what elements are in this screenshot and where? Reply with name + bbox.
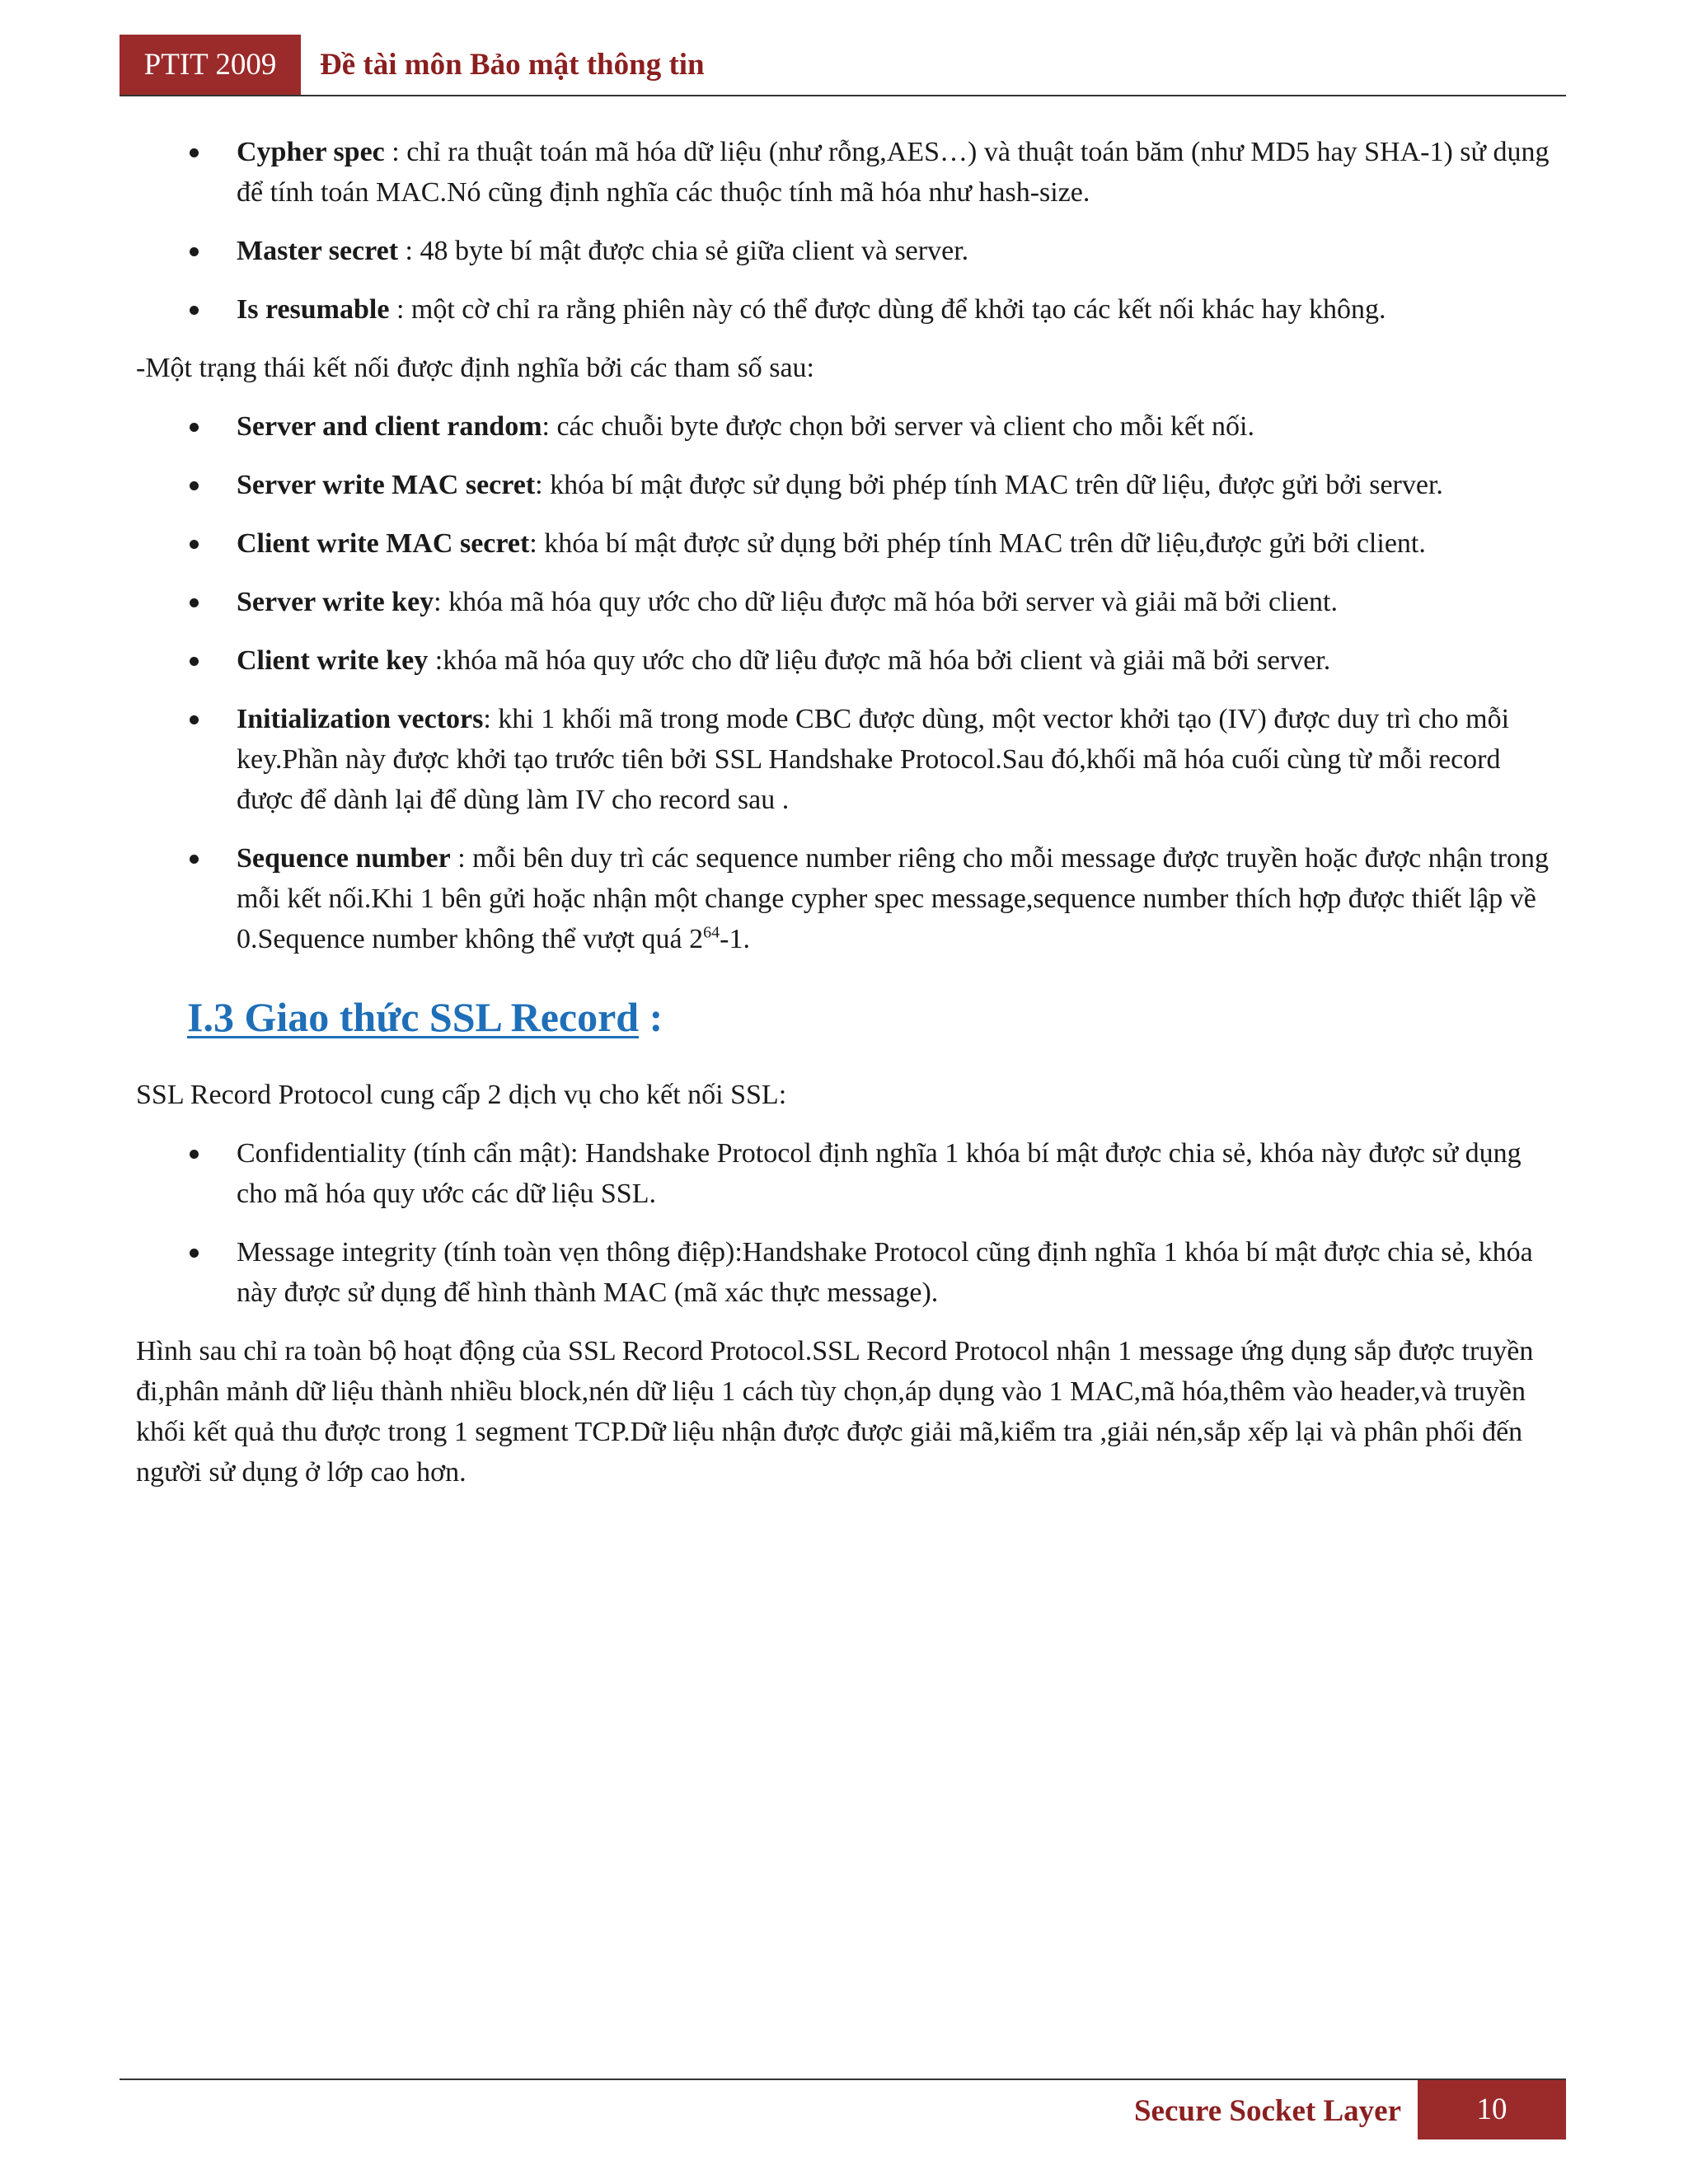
definition: : các chuỗi byte được chọn bởi server và client cho mỗi kết nối. xyxy=(542,411,1254,442)
definition: : khóa bí mật được sử dụng bởi phép tính MAC trên dữ liệu, được gửi bởi server. xyxy=(535,470,1443,500)
bullet-icon xyxy=(190,481,199,490)
service-text: Message integrity (tính toàn vẹn thông điệp):Handshake Protocol cũng định nghĩa 1 khóa bí mật được chia sẻ, khóa này được sử dụng để hình thành MAC (mã xác thực message). xyxy=(237,1237,1533,1308)
bullet-icon xyxy=(190,598,199,607)
header-divider xyxy=(120,95,1566,96)
term: Client write key xyxy=(237,645,429,676)
section-heading-colon: : xyxy=(639,994,663,1040)
list-item xyxy=(136,838,1562,959)
connection-intro: -Một trạng thái kết nối được định nghĩa bởi các tham số sau: xyxy=(136,353,814,383)
bullet-icon xyxy=(190,657,199,666)
definition: : khóa bí mật được sử dụng bởi phép tính MAC trên dữ liệu,được gửi bởi client. xyxy=(529,528,1426,559)
term: Initialization vectors xyxy=(237,704,484,734)
bullet-icon xyxy=(190,715,199,724)
definition: : một cờ chỉ ra rằng phiên này có thể được dùng để khởi tạo các kết nối khác hay không. xyxy=(389,294,1386,325)
definition: : khi 1 khối mã trong mode CBC được dùng, một vector khởi tạo (IV) được duy trì cho mỗi key.Phần này được khởi tạo trước tiên bởi SSL Handshake Protocol.Sau đó,khối mã hóa cuối cùng từ mỗi record được để dành lại để dùng làm IV cho record sau . xyxy=(237,704,1510,815)
header-badge: PTIT 2009 xyxy=(120,35,301,96)
term: Client write MAC secret xyxy=(237,528,530,559)
page-number: 10 xyxy=(1418,2080,1566,2139)
term: Cypher spec xyxy=(237,137,385,167)
bullet-icon xyxy=(190,855,199,864)
definition: : khóa mã hóa quy ước cho dữ liệu được mã hóa bởi server và giải mã bởi client. xyxy=(434,587,1339,617)
bullet-icon xyxy=(190,1249,199,1258)
list-item xyxy=(136,699,1562,820)
list-item xyxy=(136,465,1562,505)
bullet-icon xyxy=(190,540,199,549)
record-intro: SSL Record Protocol cung cấp 2 dịch vụ cho kết nối SSL: xyxy=(136,1080,787,1110)
closing-paragraph: Hình sau chỉ ra toàn bộ hoạt động của SSL Record Protocol.SSL Record Protocol nhận 1 message ứng dụng sắp được truyền đi,phân mảnh dữ liệu thành nhiều block,nén dữ liệu 1 cách tùy chọn,áp dụng vào 1 MAC,mã hóa,thêm vào header,và truyền khối kết quả thu được trong 1 segment TCP.Dữ liệu nhận được được giải mã,kiểm tra ,giải nén,sắp xếp lại và phân phối đến người sử dụng ở lớp cao hơn. xyxy=(136,1336,1534,1488)
definition: :khóa mã hóa quy ước cho dữ liệu được mã hóa bởi client và giải mã bởi server. xyxy=(428,645,1331,676)
header-title: Đề tài môn Bảo mật thông tin xyxy=(320,48,705,82)
superscript-exponent: 64 xyxy=(703,923,720,942)
service-text: Confidentiality (tính cẩn mật): Handshake Protocol định nghĩa 1 khóa bí mật được chia sẻ, khóa này được sử dụng cho mã hóa quy ước các dữ liệu SSL. xyxy=(237,1138,1522,1209)
record-service-list xyxy=(136,1133,1562,1313)
term: Server write MAC secret xyxy=(237,470,536,500)
session-parameter-list xyxy=(136,132,1562,330)
term: Sequence number xyxy=(237,843,451,874)
list-item xyxy=(136,289,1562,330)
section-heading-title: I.3 Giao thức SSL Record xyxy=(187,994,640,1040)
list-item xyxy=(136,1232,1562,1313)
definition: : chỉ ra thuật toán mã hóa dữ liệu (như rỗng,AES…) và thuật toán băm (như MD5 hay SHA-1) sử dụng để tính toán MAC.Nó cũng định nghĩa các thuộc tính mã hóa như hash-size. xyxy=(237,137,1550,208)
page-content xyxy=(136,132,1562,1493)
bullet-icon xyxy=(190,148,199,157)
bullet-icon xyxy=(190,1150,199,1159)
list-item xyxy=(136,523,1562,564)
list-item xyxy=(136,1133,1562,1214)
connection-parameter-list xyxy=(136,406,1562,959)
list-item xyxy=(136,582,1562,622)
list-item xyxy=(136,132,1562,213)
definition: : mỗi bên duy trì các sequence number riêng cho mỗi message được truyền hoặc được nhận trong mỗi kết nối.Khi 1 bên gửi hoặc nhận một change cypher spec message,sequence number thích hợp được thiết lập về 0.Sequence number không thể vượt quá 2 xyxy=(237,843,1550,954)
term: Server write key xyxy=(237,587,434,617)
list-item xyxy=(136,231,1562,271)
term: Is resumable xyxy=(237,294,390,325)
section-heading xyxy=(136,992,1562,1042)
bullet-icon xyxy=(190,306,199,315)
bullet-icon xyxy=(190,423,199,432)
definition: : 48 byte bí mật được chia sẻ giữa client và server. xyxy=(398,236,969,266)
footer-divider xyxy=(120,2079,1566,2080)
bullet-icon xyxy=(190,247,199,256)
footer-title: Secure Socket Layer xyxy=(1133,2094,1401,2128)
definition-tail: -1. xyxy=(720,924,750,954)
list-item xyxy=(136,640,1562,681)
term: Master secret xyxy=(237,236,399,266)
term: Server and client random xyxy=(237,411,542,442)
list-item xyxy=(136,406,1562,447)
